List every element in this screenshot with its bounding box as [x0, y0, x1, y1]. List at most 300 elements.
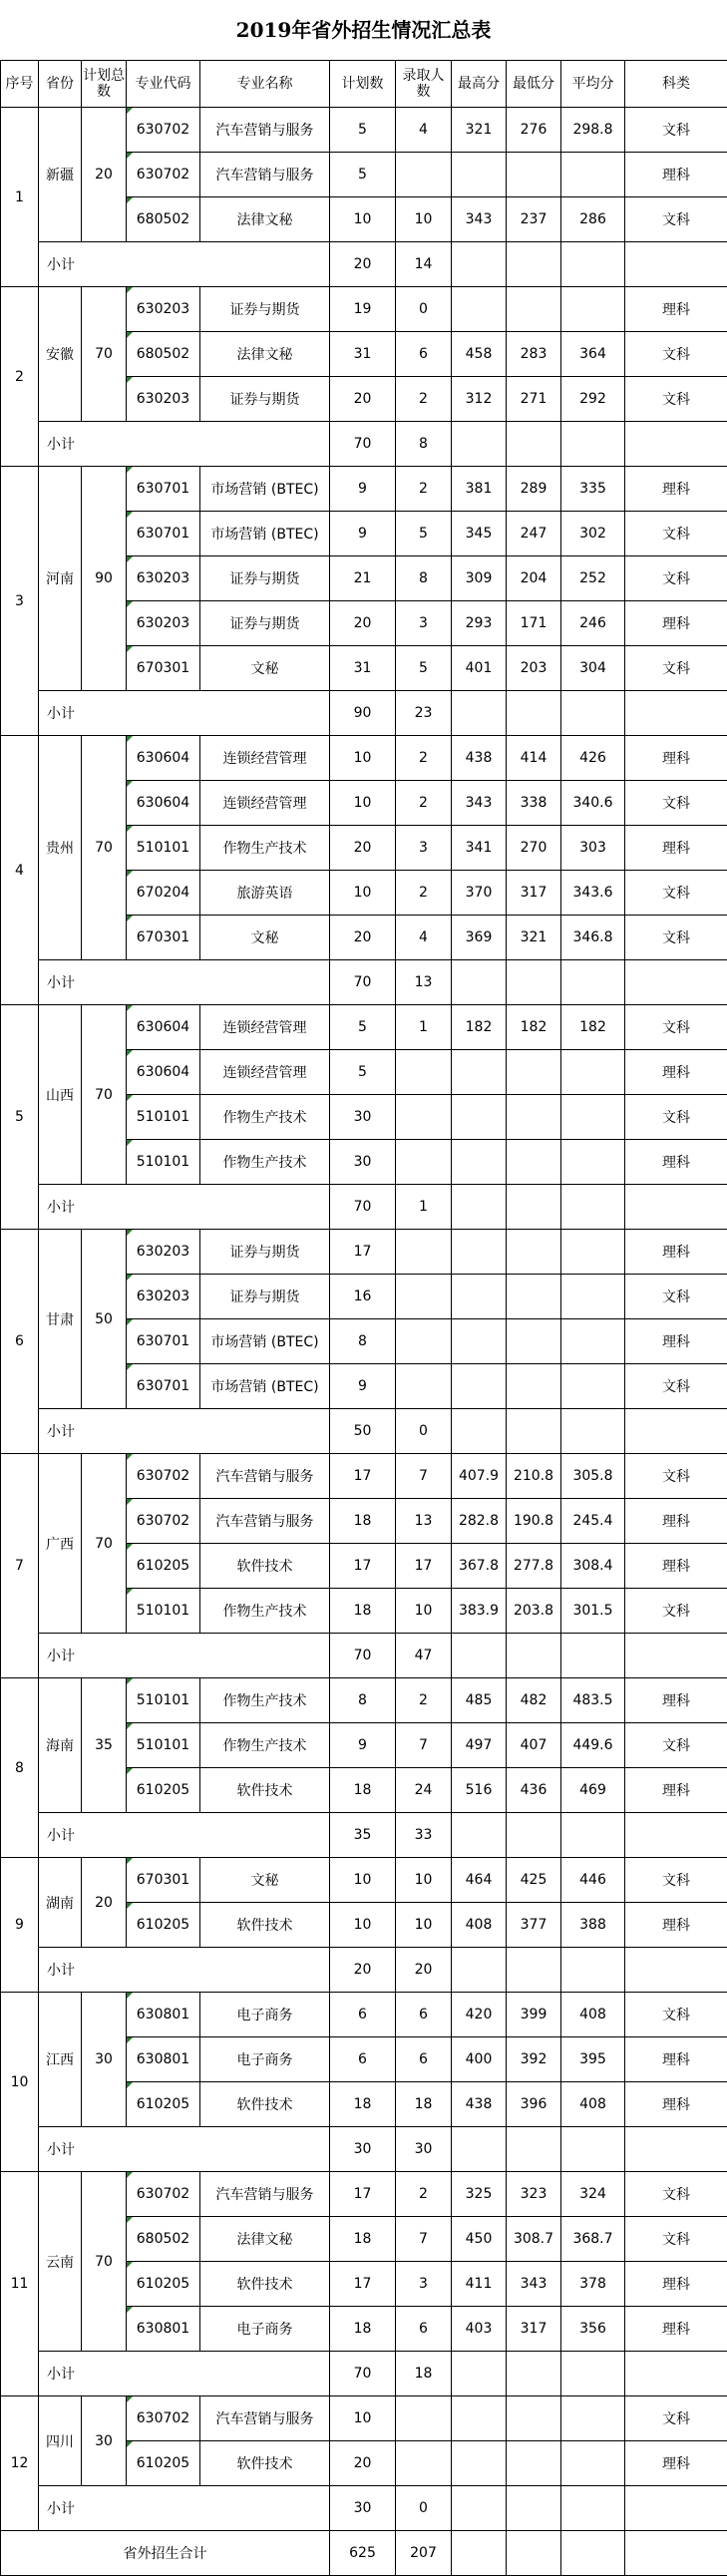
major-name-cell: 连锁经营管理: [200, 1050, 330, 1095]
major-name-cell: 汽车营销与服务: [200, 1454, 330, 1499]
max-score-cell: 341: [452, 826, 507, 871]
grand-total-label: 省外招生合计: [1, 2531, 330, 2576]
plan-cell: 18: [330, 1589, 396, 1634]
empty-cell: [561, 1409, 625, 1454]
major-name-cell: 软件技术: [200, 2082, 330, 2127]
empty-cell: [452, 1409, 507, 1454]
subtotal-plan: 30: [330, 2486, 396, 2531]
avg-score-cell: 305.8: [561, 1454, 625, 1499]
avg-score-cell: 304: [561, 646, 625, 691]
category-cell: 文科: [625, 332, 727, 377]
empty-cell: [452, 691, 507, 736]
empty-cell: [507, 1634, 561, 1678]
admitted-cell: 6: [396, 2307, 452, 2352]
empty-cell: [561, 1185, 625, 1230]
max-score-cell: 309: [452, 556, 507, 601]
admitted-cell: 5: [396, 646, 452, 691]
avg-score-cell: 449.6: [561, 1723, 625, 1768]
empty-cell: [561, 242, 625, 287]
min-score-cell: 482: [507, 1678, 561, 1723]
min-score-cell: [507, 1095, 561, 1140]
category-cell: 理科: [625, 1544, 727, 1589]
header-row: [1, 61, 727, 108]
index-cell: 8: [1, 1678, 39, 1858]
empty-cell: [561, 691, 625, 736]
admitted-cell: 4: [396, 108, 452, 153]
plan-cell: 19: [330, 287, 396, 332]
plan-cell: 16: [330, 1275, 396, 1319]
subtotal-admitted: 1: [396, 1185, 452, 1230]
category-cell: 理科: [625, 2307, 727, 2352]
subtotal-row: [1, 1634, 727, 1678]
subtotal-row: [1, 2486, 727, 2531]
major-name-cell: 证券与期货: [200, 601, 330, 646]
total-plan-cell: 90: [82, 467, 127, 691]
admitted-cell: 3: [396, 2262, 452, 2307]
category-cell: 理科: [625, 2262, 727, 2307]
total-plan-cell: 30: [82, 2396, 127, 2486]
province-cell: 安徽: [39, 287, 82, 422]
category-cell: 文科: [625, 1454, 727, 1499]
plan-cell: 10: [330, 2396, 396, 2441]
min-score-cell: [507, 153, 561, 197]
category-cell: 理科: [625, 287, 727, 332]
major-code-cell: 630702: [127, 1454, 200, 1499]
plan-cell: 17: [330, 1544, 396, 1589]
plan-cell: 20: [330, 601, 396, 646]
category-cell: 文科: [625, 781, 727, 826]
admitted-cell: 3: [396, 826, 452, 871]
major-code-cell: 630203: [127, 377, 200, 422]
plan-cell: 9: [330, 1723, 396, 1768]
plan-cell: 18: [330, 2082, 396, 2127]
subtotal-plan: 70: [330, 1185, 396, 1230]
avg-score-cell: 356: [561, 2307, 625, 2352]
max-score-cell: 370: [452, 871, 507, 916]
major-code-cell: 630701: [127, 1364, 200, 1409]
major-name-cell: 汽车营销与服务: [200, 1499, 330, 1544]
avg-score-cell: 302: [561, 512, 625, 556]
major-name-cell: 软件技术: [200, 1768, 330, 1813]
major-name-cell: 法律文秘: [200, 332, 330, 377]
grand-total-plan: 625: [330, 2531, 396, 2576]
major-code-cell: 610205: [127, 1768, 200, 1813]
subtotal-admitted: 14: [396, 242, 452, 287]
subtotal-admitted: 0: [396, 2486, 452, 2531]
admitted-cell: 2: [396, 781, 452, 826]
min-score-cell: [507, 1275, 561, 1319]
subtotal-row: [1, 2352, 727, 2396]
max-score-cell: 438: [452, 736, 507, 781]
empty-cell: [507, 1813, 561, 1858]
min-score-cell: 210.8: [507, 1454, 561, 1499]
empty-cell: [507, 960, 561, 1005]
major-name-cell: 作物生产技术: [200, 826, 330, 871]
avg-score-cell: [561, 153, 625, 197]
max-score-cell: 312: [452, 377, 507, 422]
avg-score-cell: 298.8: [561, 108, 625, 153]
index-cell: 10: [1, 1993, 39, 2172]
empty-cell: [507, 422, 561, 467]
major-code-cell: 630203: [127, 556, 200, 601]
min-score-cell: 377: [507, 1903, 561, 1948]
category-cell: 文科: [625, 1275, 727, 1319]
total-plan-cell: 20: [82, 108, 127, 242]
min-score-cell: 425: [507, 1858, 561, 1903]
min-score-cell: [507, 287, 561, 332]
major-name-cell: 作物生产技术: [200, 1095, 330, 1140]
table-body: [1, 61, 727, 2576]
min-score-cell: 171: [507, 601, 561, 646]
major-name-cell: 连锁经营管理: [200, 1005, 330, 1050]
category-cell: 理科: [625, 1319, 727, 1364]
min-score-cell: 308.7: [507, 2217, 561, 2262]
subtotal-label: 小计: [39, 422, 330, 467]
total-plan-cell: 70: [82, 1005, 127, 1185]
plan-cell: 8: [330, 1319, 396, 1364]
subtotal-admitted: 23: [396, 691, 452, 736]
empty-cell: [561, 1948, 625, 1993]
max-score-cell: 369: [452, 916, 507, 960]
total-plan-cell: 70: [82, 287, 127, 422]
subtotal-label: 小计: [39, 691, 330, 736]
major-name-cell: 证券与期货: [200, 287, 330, 332]
category-cell: 文科: [625, 1858, 727, 1903]
column-header: 科类: [625, 61, 727, 108]
table-row: [1, 2172, 727, 2217]
subtotal-label: 小计: [39, 2486, 330, 2531]
admitted-cell: [396, 1275, 452, 1319]
empty-cell: [507, 1948, 561, 1993]
plan-cell: 6: [330, 2037, 396, 2082]
admissions-table: [0, 60, 727, 2576]
avg-score-cell: [561, 1230, 625, 1275]
admitted-cell: 2: [396, 736, 452, 781]
major-name-cell: 电子商务: [200, 2307, 330, 2352]
admitted-cell: [396, 2396, 452, 2441]
admitted-cell: 7: [396, 1454, 452, 1499]
major-code-cell: 510101: [127, 1678, 200, 1723]
table-row: [1, 736, 727, 781]
province-cell: 贵州: [39, 736, 82, 960]
major-code-cell: 510101: [127, 826, 200, 871]
max-score-cell: 420: [452, 1993, 507, 2037]
empty-cell: [452, 2352, 507, 2396]
table-row: [1, 1454, 727, 1499]
avg-score-cell: 346.8: [561, 916, 625, 960]
avg-score-cell: [561, 2441, 625, 2486]
plan-cell: 5: [330, 1005, 396, 1050]
major-code-cell: 630701: [127, 1319, 200, 1364]
category-cell: 理科: [625, 736, 727, 781]
major-code-cell: 630203: [127, 1275, 200, 1319]
index-cell: 4: [1, 736, 39, 1005]
major-name-cell: 汽车营销与服务: [200, 153, 330, 197]
avg-score-cell: 388: [561, 1903, 625, 1948]
subtotal-admitted: 47: [396, 1634, 452, 1678]
plan-cell: 20: [330, 826, 396, 871]
empty-cell: [507, 2486, 561, 2531]
major-name-cell: 作物生产技术: [200, 1140, 330, 1185]
admitted-cell: 10: [396, 1589, 452, 1634]
province-cell: 云南: [39, 2172, 82, 2352]
empty-cell: [507, 2127, 561, 2172]
province-cell: 湖南: [39, 1858, 82, 1948]
column-header: 最低分: [507, 61, 561, 108]
category-cell: 文科: [625, 377, 727, 422]
category-cell: 文科: [625, 1723, 727, 1768]
index-cell: 7: [1, 1454, 39, 1678]
empty-cell: [452, 2531, 507, 2576]
min-score-cell: 203.8: [507, 1589, 561, 1634]
empty-cell: [507, 2531, 561, 2576]
major-code-cell: 630801: [127, 2307, 200, 2352]
subtotal-plan: 70: [330, 422, 396, 467]
category-cell: 理科: [625, 2037, 727, 2082]
plan-cell: 10: [330, 1858, 396, 1903]
subtotal-plan: 90: [330, 691, 396, 736]
major-code-cell: 630702: [127, 153, 200, 197]
column-header: 最高分: [452, 61, 507, 108]
admitted-cell: [396, 1140, 452, 1185]
subtotal-plan: 50: [330, 1409, 396, 1454]
subtotal-label: 小计: [39, 1948, 330, 1993]
min-score-cell: 271: [507, 377, 561, 422]
max-score-cell: 182: [452, 1005, 507, 1050]
major-name-cell: 证券与期货: [200, 1230, 330, 1275]
empty-cell: [561, 960, 625, 1005]
category-cell: 文科: [625, 1095, 727, 1140]
min-score-cell: 399: [507, 1993, 561, 2037]
total-plan-cell: 70: [82, 2172, 127, 2352]
max-score-cell: 458: [452, 332, 507, 377]
subtotal-plan: 35: [330, 1813, 396, 1858]
plan-cell: 18: [330, 2217, 396, 2262]
province-cell: 海南: [39, 1678, 82, 1813]
major-name-cell: 市场营销 (BTEC): [200, 1364, 330, 1409]
subtotal-admitted: 13: [396, 960, 452, 1005]
min-score-cell: 343: [507, 2262, 561, 2307]
category-cell: 文科: [625, 197, 727, 242]
max-score-cell: 408: [452, 1903, 507, 1948]
plan-cell: 18: [330, 1768, 396, 1813]
major-code-cell: 610205: [127, 1544, 200, 1589]
empty-cell: [625, 242, 727, 287]
major-code-cell: 510101: [127, 1095, 200, 1140]
avg-score-cell: 252: [561, 556, 625, 601]
min-score-cell: 317: [507, 2307, 561, 2352]
min-score-cell: [507, 1050, 561, 1095]
major-name-cell: 文秘: [200, 916, 330, 960]
plan-cell: 20: [330, 2441, 396, 2486]
index-cell: 2: [1, 287, 39, 467]
major-code-cell: 610205: [127, 1903, 200, 1948]
major-name-cell: 法律文秘: [200, 197, 330, 242]
major-name-cell: 连锁经营管理: [200, 736, 330, 781]
category-cell: 文科: [625, 1005, 727, 1050]
admitted-cell: 10: [396, 1903, 452, 1948]
major-name-cell: 电子商务: [200, 1993, 330, 2037]
min-score-cell: 182: [507, 1005, 561, 1050]
max-score-cell: [452, 1319, 507, 1364]
empty-cell: [625, 1948, 727, 1993]
avg-score-cell: 469: [561, 1768, 625, 1813]
category-cell: 理科: [625, 1903, 727, 1948]
avg-score-cell: 426: [561, 736, 625, 781]
major-name-cell: 汽车营销与服务: [200, 2396, 330, 2441]
plan-cell: 17: [330, 1454, 396, 1499]
min-score-cell: [507, 1319, 561, 1364]
major-name-cell: 作物生产技术: [200, 1678, 330, 1723]
empty-cell: [507, 242, 561, 287]
plan-cell: 5: [330, 153, 396, 197]
major-code-cell: 680502: [127, 2217, 200, 2262]
min-score-cell: 407: [507, 1723, 561, 1768]
major-name-cell: 电子商务: [200, 2037, 330, 2082]
avg-score-cell: [561, 1050, 625, 1095]
empty-cell: [452, 1634, 507, 1678]
avg-score-cell: [561, 1319, 625, 1364]
major-code-cell: 630604: [127, 736, 200, 781]
min-score-cell: 323: [507, 2172, 561, 2217]
major-name-cell: 软件技术: [200, 1903, 330, 1948]
plan-cell: 20: [330, 916, 396, 960]
admitted-cell: 4: [396, 916, 452, 960]
index-cell: 5: [1, 1005, 39, 1230]
major-code-cell: 630702: [127, 108, 200, 153]
total-plan-cell: 35: [82, 1678, 127, 1813]
province-cell: 甘肃: [39, 1230, 82, 1409]
min-score-cell: 247: [507, 512, 561, 556]
category-cell: 文科: [625, 1364, 727, 1409]
empty-cell: [625, 691, 727, 736]
min-score-cell: 392: [507, 2037, 561, 2082]
avg-score-cell: 292: [561, 377, 625, 422]
grand-total-row: [1, 2531, 727, 2576]
subtotal-row: [1, 691, 727, 736]
major-name-cell: 作物生产技术: [200, 1723, 330, 1768]
empty-cell: [452, 2486, 507, 2531]
subtotal-label: 小计: [39, 2352, 330, 2396]
empty-cell: [561, 422, 625, 467]
admitted-cell: [396, 1319, 452, 1364]
total-plan-cell: 20: [82, 1858, 127, 1948]
max-score-cell: 325: [452, 2172, 507, 2217]
admitted-cell: 7: [396, 2217, 452, 2262]
admitted-cell: 2: [396, 467, 452, 512]
min-score-cell: 270: [507, 826, 561, 871]
subtotal-row: [1, 1409, 727, 1454]
major-name-cell: 汽车营销与服务: [200, 2172, 330, 2217]
subtotal-label: 小计: [39, 2127, 330, 2172]
column-header: 计划总数: [82, 61, 127, 108]
column-header: 专业名称: [200, 61, 330, 108]
admitted-cell: 2: [396, 2172, 452, 2217]
column-header: 录取人数: [396, 61, 452, 108]
max-score-cell: [452, 1230, 507, 1275]
empty-cell: [452, 422, 507, 467]
column-header: 序号: [1, 61, 39, 108]
subtotal-label: 小计: [39, 1634, 330, 1678]
major-code-cell: 510101: [127, 1589, 200, 1634]
empty-cell: [625, 2352, 727, 2396]
plan-cell: 10: [330, 871, 396, 916]
plan-cell: 10: [330, 1903, 396, 1948]
table-row: [1, 1005, 727, 1050]
table-row: [1, 1678, 727, 1723]
major-code-cell: 630203: [127, 1230, 200, 1275]
category-cell: 理科: [625, 153, 727, 197]
empty-cell: [507, 1409, 561, 1454]
column-header: 专业代码: [127, 61, 200, 108]
empty-cell: [561, 2127, 625, 2172]
empty-cell: [625, 1185, 727, 1230]
major-name-cell: 软件技术: [200, 2441, 330, 2486]
admitted-cell: [396, 1230, 452, 1275]
major-code-cell: 630203: [127, 287, 200, 332]
admitted-cell: 2: [396, 871, 452, 916]
admitted-cell: 6: [396, 1993, 452, 2037]
max-score-cell: [452, 2396, 507, 2441]
plan-cell: 10: [330, 781, 396, 826]
category-cell: 文科: [625, 646, 727, 691]
category-cell: 文科: [625, 556, 727, 601]
plan-cell: 31: [330, 332, 396, 377]
major-code-cell: 680502: [127, 332, 200, 377]
province-cell: 河南: [39, 467, 82, 691]
empty-cell: [625, 1634, 727, 1678]
province-cell: 广西: [39, 1454, 82, 1634]
subtotal-plan: 70: [330, 1634, 396, 1678]
max-score-cell: [452, 153, 507, 197]
subtotal-admitted: 20: [396, 1948, 452, 1993]
subtotal-plan: 20: [330, 1948, 396, 1993]
min-score-cell: 190.8: [507, 1499, 561, 1544]
max-score-cell: 401: [452, 646, 507, 691]
max-score-cell: 383.9: [452, 1589, 507, 1634]
min-score-cell: 283: [507, 332, 561, 377]
total-plan-cell: 30: [82, 1993, 127, 2127]
province-cell: 新疆: [39, 108, 82, 242]
major-code-cell: 630604: [127, 1005, 200, 1050]
empty-cell: [507, 1185, 561, 1230]
major-name-cell: 旅游英语: [200, 871, 330, 916]
avg-score-cell: [561, 287, 625, 332]
major-name-cell: 文秘: [200, 1858, 330, 1903]
max-score-cell: 411: [452, 2262, 507, 2307]
column-header: 计划数: [330, 61, 396, 108]
province-cell: 山西: [39, 1005, 82, 1185]
avg-score-cell: 301.5: [561, 1589, 625, 1634]
min-score-cell: 338: [507, 781, 561, 826]
plan-cell: 18: [330, 1499, 396, 1544]
subtotal-row: [1, 960, 727, 1005]
admitted-cell: 3: [396, 601, 452, 646]
category-cell: 文科: [625, 871, 727, 916]
empty-cell: [507, 2352, 561, 2396]
index-cell: 3: [1, 467, 39, 736]
category-cell: 理科: [625, 601, 727, 646]
avg-score-cell: 340.6: [561, 781, 625, 826]
category-cell: 文科: [625, 1993, 727, 2037]
min-score-cell: 277.8: [507, 1544, 561, 1589]
column-header: 省份: [39, 61, 82, 108]
avg-score-cell: [561, 1364, 625, 1409]
max-score-cell: [452, 1095, 507, 1140]
admitted-cell: [396, 1050, 452, 1095]
avg-score-cell: 446: [561, 1858, 625, 1903]
subtotal-label: 小计: [39, 1185, 330, 1230]
